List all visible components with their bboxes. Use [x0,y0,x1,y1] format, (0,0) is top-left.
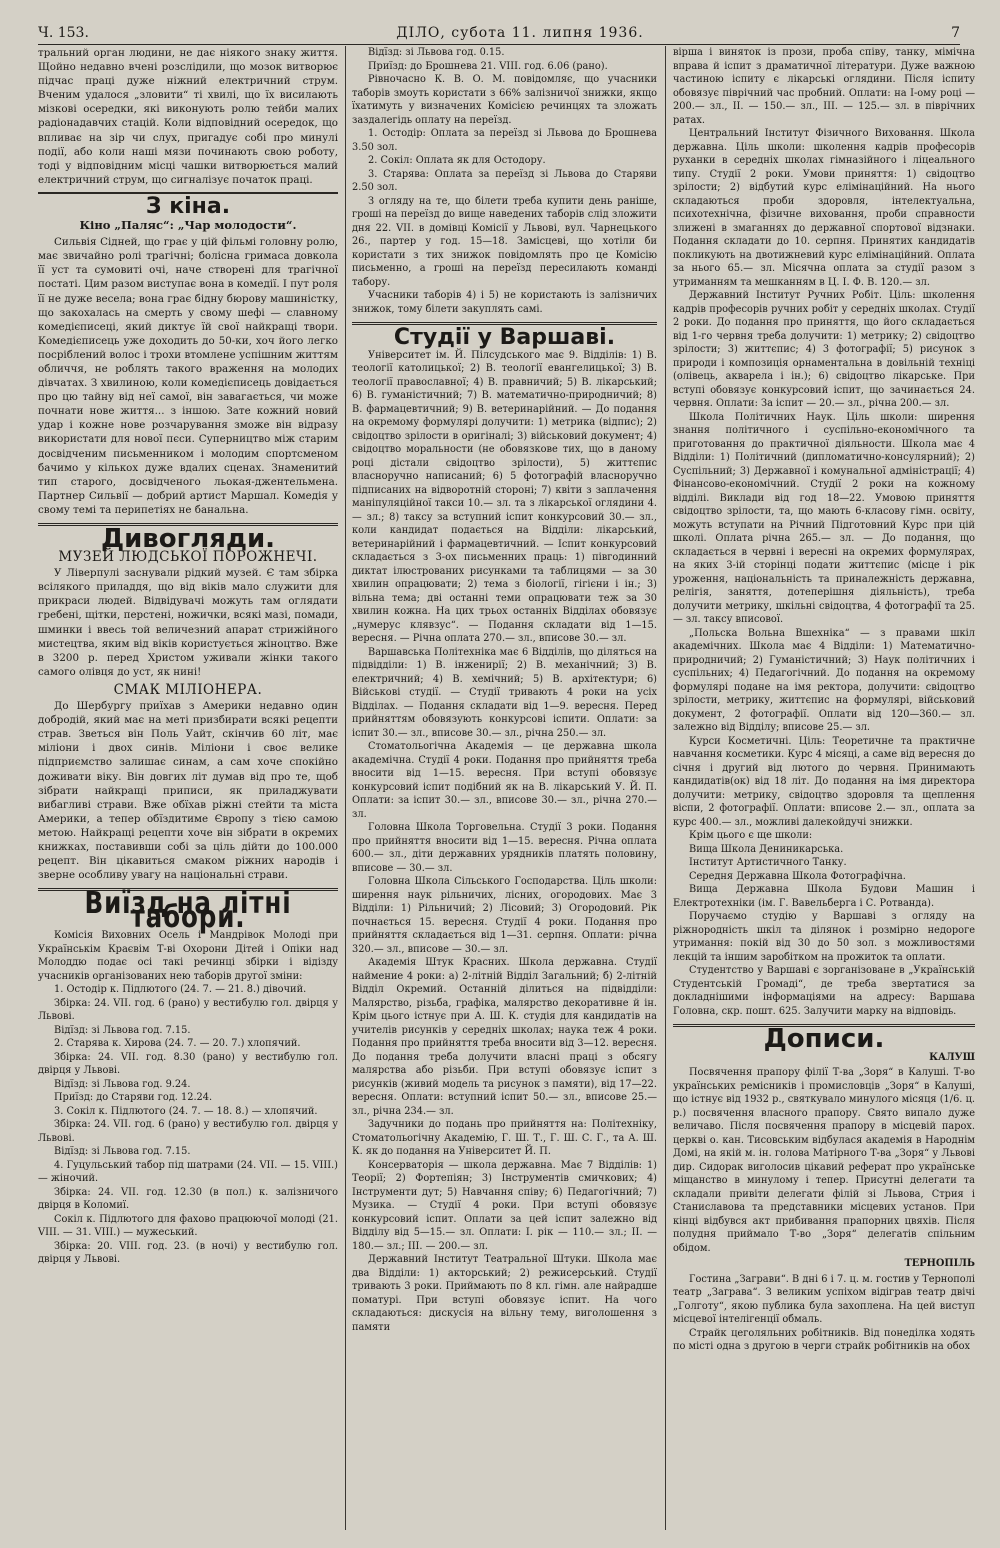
column-3 [673,46,975,1354]
camp-departure: Відїзд: зі Львова год. 7.15. [54,1146,191,1158]
school-entry: вірша і виняток із прози, проба співу, танку, мімічна вправа й іспит з драматичної літератури. Дуже важною частиною іспиту є лікарські оглядини. Після іспиту обовязує піврічний час пробний. Оплати: на І-ому році — 200.— зл., II. — 150.— зл., III. — 125.— зл. в піврічних ратах. [673,47,975,126]
discount-note: Рівночасно К. В. О. М. повідомляє, що учасники таборів змоуть користати з 66% залізничої знижки, якщо їхатимуть у визначених Комісією речинцях та зложать заздалегідь оплату на переїзд. [352,74,657,126]
other-schools-lead: Крім цього є ще школи: [689,830,813,841]
fare-item: 3. Старява: Оплата за переїзд зі Львова до Старяви 2.50 зол. [352,168,657,193]
school-entry: Варшавська Політехніка має 6 Відділів, що діляться на підвідділи: 1) В. інженирії; 2) В. механічний; 3) В. електричний; 4) В. хемічний; 5) В. архітектури; 6) Військові студії. — Студії тривають 4 роки на усіх Відділах. — Подання складати від 1—9. вересня. Перед прийняттям обовязують конкурсові іспити. Оплати: за іспит 30.— зл., вписове 30.— зл., річна 250.— зл. [352,646,657,739]
school-entry: Державний Інститут Театральної Штуки. Школа має два Відділи: 1) акторський; 2) режисерський. Студії тривають 3 роки. Приймають по 8 кл. гімн. але найрадше поматурі. При вступі обовязує іспит. На чого складаються: дискусія на вільну тему, виголошення з памяти [352,1254,657,1333]
school-entry: Центральний Інститут Фізичного Виховання. Школа державна. Ціль школи: школення кадрів професорів руханки в середніх школах гімназійного і ліцеального типу. Студії 2 роки. Умови приняття: 1) свідоцтво зрілости; 2) відбутий курс елімінаційний. На нього складаються проби здоровля, інтелектуальна, психотехнічна, фізичне виховання, проби справности злижені в змаганнях до державної спортової відзнаки. Подання складати до 10. серпня. Принятих кандидатів покликують на двотижневий курс елімінаційний. Оплата за нього 65.— зл. Місячна оплата за студії разом з утриманням та мешканням в Ц. І. Ф. В. 120.— зл. [673,128,975,288]
school-entry: Консерваторія — школа державна. Має 7 Відділів: 1) Теорії; 2) Фортепіян; 3) Інструментів смичкових; 4) Інструменти дут; 5) Навчання співу; 6) Педагогічний; 7) Музика. — Студії 4 роки. При вступі обовязує конкурсовий іспит. Оплати за цей іспит залежно від Відділу від 5—15.— зл. Оплати: І. рік — 110.— зл.; II. — 180.— зл.; III. — 200.— зл. [352,1159,657,1252]
camp-departure: Відїзд: зі Львова год. 0.15. [368,47,505,58]
report-text: Посвячення прапору філії Т-ва „Зоря“ в Калуші. Т-во українських ремісників і промисловців „Зоря“ в Калуші, що істнує від 1932 р., святкувало минулого місяця (1/6. ц. р.) посвячення власного прапору. Свято випало дуже величаво. Після посвячення прапору в місцевій парох. церкві о. кан. Тисовським відбулася академія в Народнім Домі, на якій м. ін. голова Матірного Т-ва „Зоря“ у Львові дир. Сидорак виголосив цікавий реферат про українське міщанство в минулому і тепер. Присутні делегати та складали привіти делегати філій зі Львова, Стрия і Станиславова та представники місцевих установ. При кінці відбувся акт прибивання прапорних цвяхів. Після полудня приймало Т-во „Зоря“ делегатів спільним обідом. [673,1067,975,1254]
school-entry: Стоматольогічна Академія — це державна школа академічна. Студії 4 роки. Подання про прийняття треба вносити від 1—15. вересня. При вступі обовязує конкурсовий іспит подібний як на В. лікарський У. Й. П. Оплати: за іспит 30.— зл., вписове 30.— зл., річна 270.— зл. [352,741,657,820]
column-2 [352,46,657,1334]
payment-note: З огляду на те, що білети треба купити день раніше, гроші на переїзд до вище наведених таборів слід зложити дня 22. VII. в домівці Комісії у Львові, вул. Чарнецького 26., партер у год. 15—18. Замісцеві, що хотіли би користати з тих знижок повідомлять про це Комісію письменно, а гроші на переїзд пересилають команді табору. [352,195,657,288]
school-entry: Академія Штук Красних. Школа державна. Студії наймение 4 роки: а) 2-літній Відділ Загальний; б) 2-літній Відділ Окремий. Останній ділиться на підвідділи: Малярство, різьба, графіка, малярство декоративне й ін. Крім цього істнує при А. Ш. К. студія для кандидатів на учителів рисунків у середніх школах; наука теж 4 роки. Подання про прийняття треба вносити від 3—12. вересня. До подання треба долучити власні праці з обсягу малярства або різьби. При вступі обовязує іспит з рисунків (живий модель та рисунок з памяти), від 17—22. вересня. Оплати: вступний іспит 50.— зл., вписове 25.— зл., річна 234.— зл. [352,957,657,1117]
camp-gathering: Збірка: 24. VII. год. 12.30 (в пол.) к. залізничого двірця в Коломиї. [38,1186,338,1212]
camp-item: Сокіл к. Підлютого для фахово працюючої молоді (21. VIII. — 31. VIII.) — мужеський. [38,1213,338,1239]
camp-item: 1. Остодір к. Підлютого (24. 7. — 21. 8.) дівочий. [54,984,307,996]
school-entry: „Польска Вольна Вшехніка“ — з правами шкіл академічних. Школа має 4 Відділи: 1) Математично-природничий; 2) Гуманістичний; 3) Наук політичних і суспільних; 4) Педагогічний. До подання на окремому формулярі подане на імя ректора, долучити: свідоцтво зрілости, метрику, життєпис на формулярі, військовий документ, 2 фотографії. Оплати від 120—360.— зл. залежно від Відділу; вписове 25.— зл. [673,627,975,733]
column-1 [38,46,338,1267]
dateline-ternopil: ТЕРНОПІЛЬ [904,1258,975,1269]
other-school: Вища Державна Школа Будови Машин і Електротехніки (ім. Г. Вавельберга і С. Ротванда). [673,884,975,909]
school-entry: Державний Інститут Ручних Робіт. Ціль: школення кадрів професорів ручних робіт у середніх школах. Студії 2 роки. До подання про приняття, що його складається від 1-го червня треба долучити: 1) метрику; 2) свідоцтво зрілости; 3) життєпис; 4) 3 фотографії; 5) рисунок з природи і композиція орнаментальна в довільній техніці (олівець, акварела і ін.); 6) свідоцтво лікарське. При вступі обовязує конкурсовий іспит, що зачинається 24. червня. Оплати: За іспит — 20.— зл., річна 200.— зл. [673,290,975,409]
section-title-kino: З кіна. [145,193,231,219]
fare-item: 2. Сокіл: Оплата як для Остодору. [368,155,546,166]
issue-number: Ч. 153. [38,25,89,41]
camp-departure: Відїзд: зі Львова год. 7.15. [54,1024,191,1036]
millionaire-headline: СМАК МІЛІОНЕРА. [113,681,263,698]
film-review-title: Кіно „Паляс“: „Чар молодости“. [79,218,297,233]
camp-item: 4. Гуцульський табор під шатрами (24. VII. — 15. VIII.) — жіночий. [38,1159,338,1185]
school-entry: Задучники до подань про прийняття на: Політехніку, Стоматольогічну Академію, Г. Ш. Т., Г. Ш. С. Г., та А. Ш. К. як до подання на Університет Й. П. [352,1119,657,1157]
page-number: 7 [951,25,960,41]
report-text: Страйк цеголяльних робітників. Від понеділка ходять по місті одна з другою в черги страйк робітників на обох [673,1327,975,1352]
section-title-curiosities: Дивогляди. [100,524,276,554]
column-rule-2 [665,46,666,1530]
school-entry: Головна Школа Торговельна. Студії 3 роки. Подання про прийняття вносити від 1—15. вересня. Річна оплата 600.— зл., діти державних урядників платять половину, вписове — 30.— зл. [352,822,657,874]
other-school: Середня Державна Школа Фотографічна. [689,870,906,882]
column-rule-1 [345,46,346,1530]
page-header [38,22,960,45]
school-entry: Школа Політичних Наук. Ціль школи: ширення знання політичного і суспільно-економічного та приготовання до практичної діяльности. Школа має 4 Відділи: 1) Політичний (дипломатично-консулярний); 2) Суспільний; 3) Державної і комунальної адміністрації; 4) Фінансово-економічний. Студії 2 роки на кожному відділі. Виклади від год 18—22. Умовою приняття свідоцтво зрілости, та, що мають 6-класову гімн. освіту, можуть вступати на Річний Підготовний Курс при цій школі. Оплата річна 265.— зл. — До подання, що складається в червні і вересні на окремих формулярах, на яких 3-ій сторінці подати життєпис (місце і рік уроження, національність та приналежність державна, релігія, заняття, дотеперішня діяльність), треба долучити метрику, шкільні свідоцтва, 4 фотографії та 25.— зл. таксу вписової. [673,411,975,625]
school-entry: Університет ім. Й. Пілсудського має 9. Відділів: 1) В. теології католицької; 2) В. теології евангелицької; 3) В. теології православної; 4) В. правничий; 5) В. лікарський; 6) В. гуманістичний; 7) В. математично-природничий; 8) В. фармацевтичний; 9) В. ветеринарійний. — До подання на окремому формулярі долучити: 1) метрика (відпис); 2) свідоцтво зрілости в оригіналі; 3) військовий документ; 4) свідоцтво моральности (не обовязкове тих, що в даному році дістали свідоцтво зрілости), 5) життєпис власноручно написаний; 6) 5 фотографій власноручно підписаних на відворотній стороні; 7) квіти з заплачення маніпуляційної такси 10.— зл. та з лікарської оглядини 4.— зл.; 8) таксу за вступний іспит конкурсовий 30.— зл., коли кандидат подається на Відділи: лікарський, ветеринарійний і фармацевтичний. — Іспит конкурсовий складається з 3-ох письменних праць: 1) пiвгодинний диктат ілюстрованих рисунками та таблицями — за 30 хвилин опрацювати; 2) тема з біології, гігієни і ін.; 3) вільна тема; дві останні теми опрацювати теж за 30 хвилин кожна. На цих трьох останніх Відділах обовязує „нумерус клявзус“. — Подання складати від 1—15. вересня. — Річна оплата 270.— зл., вписове 30.— зл. [352,349,657,644]
camp-gathering: Збірка: 24. VII. год. 8.30 (рано) у вестибулю гол. двірця у Львові. [38,1051,338,1077]
recommendation-text: Поручаємо студію у Варшаві з огляду на ріжнородність шкіл та ділянок і розмірно недороге утримання: покій від 30 до 50 зол. з можливостями лекцій та іншим заробітком на прожиток та оплати. [673,911,975,963]
camp-gathering: Збірка: 24. VII. год. 6 (рано) у вестибулю гол. двірця у Львові. [38,997,338,1023]
camp-gathering: Збірка: 24. VII. год. 6 (рано) у вестибулю гол. двірця у Львові. [38,1119,338,1144]
camp-arrival: Приїзд: до Брошнева 21. VIII. год. 6.06 (рано). [368,60,608,72]
museum-headline: МУЗЕЙ ЛЮДСЬКОЇ ПОРОЖНЕЧІ. [58,549,318,566]
student-society-text: Студентство у Варшаві є зорганізоване в „Українській Студентській Громаді“, де треба звертатися за докладнішими інформаціями на адресу: Варшава Головна, скр. пошт. 625. Залучити марку на відповідь. [673,965,975,1017]
section-title-reports: Дописи. [763,1024,885,1054]
museum-text: У Ліверпулі заснували рідкий музей. Є там збірка всілякого приладдя, що від віків мало служити для прикраси людей. Відвідувачі можуть там оглядати гребені, щітки, перстені, ножички, всякі мазі, помади, шминки і ввесь той величезний апарат стрижійного мистецтва, яким від віків користується жіноцтво. Вже в 3200 р. перед Христом уживали жінки такого самого олівця до уст, як нині! [38,567,338,678]
payment-note: Учасники таборів 4) і 5) не користають із залізничих знижок, тому білети закуплять самі. [352,290,657,315]
masthead-date: ДІЛО, субота 11. липня 1936. [396,25,644,41]
section-title-warsaw-studies: Студії у Варшаві. [393,325,616,350]
school-entry: Курси Косметичні. Ціль: Теоретичне та практичне навчання косметики. Курс 4 місяці, а саме від вересня до січня і другий від лютого до червня. Принимають кандидатів(ок) від 18 літ. До подання на імя директора долучити: метрику, свідоцтво здоровля та щеплення віспи, 2 фотографії. Оплати: вписове 2.— зл., оплата за курс 400.— зл., можливі далекойдучі знижки. [673,735,975,828]
article-continuation: тральний орган людини, не дає ніякого знаку життя. Щойно недавно вчені розслідили, що мозок витворює підчас праці дуже ніжний електричний струм. Вченим удалося „зловити“ ті хвилі, що їх висилають мізкові осередки, які виконують ролю тейби малих радіонадавчих стацій. Коли відповідний осередок, що впливає на зір чи слух, пригадує собі про минулі події, або коли наші мязи починають свою роботу, тоді у відповідним місці чашки витворюється малий електричний струм, що сигналізує початок праці. [38,47,338,186]
school-entry: Головна Школа Сільського Господарства. Ціль школи: ширення наук рільничих, лісних, огородових. Має 3 Відділи: 1) Рільничий; 2) Лісовий; 3) Огородовий. Рік почнається 15. вересня. Студії 4 роки. Подання про прийняття складається від 1—31. серпня. Оплати: річна 320.— зл., вписове — 30.— зл. [352,876,657,955]
dateline-kalush: КАЛУШ [929,1051,975,1063]
camps-intro: Комісія Виховних Осель і Мандрівок Молоді при Українськім Краєвім Т-ві Охорони Дітей і Опіки над Молоддю подає осі такі речинці збірки і відізду учасників організованих нею таборів другої зміни: [38,930,338,982]
other-school: Інститут Артистичного Танку. [689,857,847,868]
section-title-camps: Виїзд на літні табори. [84,886,292,936]
film-review-text: Сильвія Сідней, що грає у цій фільмі головну ролю, має звичайно ролі трагічні; болісна гримаса довкола її уст та сумовиті очі, наче створені для трагічної постаті. Цим разом виступає вона в комедії. І пут роля її не дуже весела; вона грає бідну бюрову машиністку, що закохалась на смерть у свому шефі — славному комедієписеці, який диктує їй свої найкращі твори. Комедієписець уже доходить до 50-ки, хоч його легко посріблений волос і трохи втомлене успішним життям обличчя, не роблять такого враження на молодих дівчатах. З хвилиною, коли комедієписець довідається про цю тайну від неї самої, він завагається, чи може почнати нове життя... з іншою. Зате кожний новий удар і кожне нове розчарування зможе він відразу використати для нової пєси. Суперництво між старим досвідченим письменником і молодим спортсменом бачимо у кількох дуже вдалих сценах. Знаменитий тип старого, досвідченого льокая-джентельмена. Партнер Сильвії — добрий артист Маршал. Комедія у свому темі та перипетіях не банальна. [38,236,338,516]
fare-item: 1. Остодір: Оплата за переїзд зі Львова до Брошнева 3.50 зол. [352,128,657,153]
other-school: Вища Школа Дениникарська. [689,843,844,855]
camp-gathering: Збірка: 20. VIII. год. 23. (в ночі) у вестибулю гол. двірця у Львові. [38,1240,338,1266]
camp-arrival: Приїзд: до Старяви год. 12.24. [54,1092,213,1104]
millionaire-text: До Шербургу приїхав з Америки недавно один добродій, який має на меті призбирати всякі рецепти страв. Зветься він Поль Уайт, скінчив 60 літ, має міліони і двох синів. Міліони і своє велике підприємство залишає синам, а сам хоче спокійно доживати віку. Він довгих літ думав від про те, щоб зібрати найкращі приписи, як приладжувати вибагливі страви. Вже обїхав ріжні стейти та міста Америки, а тепер обїздитиме Європу з тією самою метою. Найкращі рецепти хоче він зібрати в окремих книжках, поставивши собі за ціль дійти до 100.000 рецепт. Він цікавиться смаком ріжних народів і зверне особливу увагу на національні страви. [38,700,338,882]
report-text: Гостина „Заграви“. В дні 6 і 7. ц. м. гостив у Тернополі театр „Заграва“. З великим успіхом відіграв театр двічі „Голготу“, якою публика була захоплена. На цей виступ місцевої інтелігенції обмаль. [673,1273,975,1325]
camp-item: 3. Сокіл к. Підлютого (24. 7. — 18. 8.) — хлопячий. [54,1105,318,1117]
camp-item: 2. Старява к. Хирова (24. 7. — 20. 7.) хлопячий. [54,1038,301,1050]
camp-departure: Відїзд: зі Львова год. 9.24. [54,1078,191,1090]
